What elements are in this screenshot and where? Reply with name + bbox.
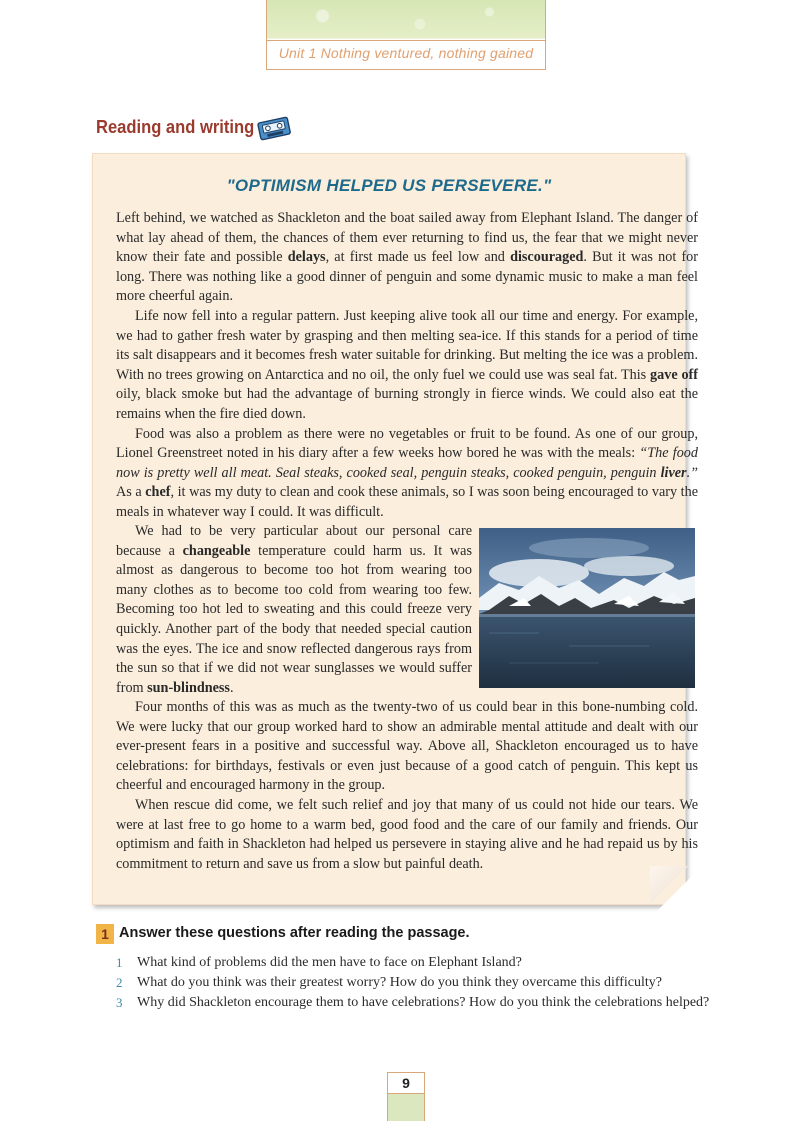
question-text: What kind of problems did the men have to face on Elephant Island? bbox=[137, 955, 522, 970]
question-item bbox=[116, 973, 726, 993]
vocab-delays: delays bbox=[287, 249, 326, 266]
question-number: 2 bbox=[116, 975, 123, 990]
cassette-icon[interactable] bbox=[256, 113, 292, 143]
question-number: 1 bbox=[116, 955, 123, 970]
paragraph-5: Four months of this was as much as the twenty-two of us could bear in this bone-numbing cold. We were lucky that our group worked hard to show an admirable mental attitude and dealt with our ever-present fears in a positive and successful way. Above all, Shackleton encouraged us to have celebrations: for birthdays, festivals or even just because of a good catch of penguin. This kept us cheerful and encouraged harmony in the group. bbox=[116, 699, 698, 794]
paragraph-4: We had to be very particular about our personal care because a changeable temperature could harm us. It was almost as dangerous to become too hot from wearing too many clothes as to become too cold from wearing too few. Becoming too hot led to sweating and this could freeze very quickly. Another part of the body that needed special caution was the eyes. The ice and snow reflected dangerous rays from the sun so that if we did not wear sunglasses we would suffer from sun-blindness. bbox=[116, 523, 472, 696]
exercise-title: Answer these questions after reading the passage. bbox=[119, 925, 470, 941]
question-item bbox=[116, 953, 726, 973]
passage-title: "OPTIMISM HELPED US PERSEVERE." bbox=[226, 176, 552, 195]
antarctica-photo bbox=[479, 528, 695, 688]
section-title: Reading and writing bbox=[96, 117, 255, 137]
vocab-changeable: changeable bbox=[182, 542, 251, 559]
unit-label: Unit 1 Nothing ventured, nothing gained bbox=[278, 45, 534, 61]
passage-text-middle bbox=[116, 522, 472, 698]
paragraph-2: Life now fell into a regular pattern. Just keeping alive took all our time and energy. For example, we had to gather fresh water by grasping and then melting sea-ice. If this stands for a period of time its salt disappears and it becomes fresh water suitable for drinking. But melting the ice was a problem. With no trees growing on Antarctica and no oil, the only fuel we could use was seal fat. This gave off oily, black smoke but had the advantage of burning strongly in fierce winds. We could also eat the remains when the fire died down. bbox=[116, 307, 699, 422]
question-item bbox=[116, 993, 718, 1013]
vocab-chef: chef bbox=[145, 484, 171, 501]
paragraph-6: When rescue did come, we felt such relief and joy that many of us could not hide our tears. We were at last free to go home to a warm bed, good food and the care of our family and friends. Our optimism and faith in Shackleton had helped us persevere in staying alive and he had repaid us by his commitment to return and save us from a slow but painful death. bbox=[116, 796, 698, 872]
page-number: 9 bbox=[402, 1075, 410, 1091]
paragraph-1: Left behind, we watched as Shackleton and the boat sailed away from Elephant Island. The danger of what lay ahead of them, the chances of them ever returning to find us, the fear that we might never know their fate and possible delays, at first made us feel low and discouraged. But it was not for long. There was nothing like a good dinner of penguin and some dynamic music to make a man feel more cheerful again. bbox=[116, 210, 698, 305]
page-number-box bbox=[387, 1072, 425, 1121]
paragraph-3: Food was also a problem as there were no vegetables or fruit to be found. As one of our group, Lionel Greenstreet noted in his diary after a few weeks how bored he was with the meals: “The food now is pretty well all meat. Seal steaks, cooked seal, penguin steaks, cooked penguin, penguin liver.” As a chef, it was my duty to clean and cook these animals, so I was soon being encouraged to vary the meals in whatever way I could. It was difficult. bbox=[116, 425, 698, 520]
passage-text-bottom bbox=[116, 698, 698, 874]
vocab-discouraged: discouraged bbox=[510, 249, 584, 266]
vocab-liver: liver bbox=[660, 464, 687, 481]
question-text: What do you think was their greatest worry? How do you think they overcame this difficulty? bbox=[137, 975, 662, 990]
header-divider bbox=[267, 40, 545, 41]
question-number: 3 bbox=[116, 995, 123, 1010]
question-list bbox=[116, 953, 726, 1013]
question-text: Why did Shackleton encourage them to have celebrations? How do you think the celebrations helped? bbox=[137, 995, 710, 1010]
passage-text-top bbox=[116, 209, 698, 523]
unit-header bbox=[266, 0, 546, 70]
vocab-gave-off: gave off bbox=[650, 366, 699, 383]
vocab-sun-blindness: sun-blindness bbox=[147, 679, 230, 696]
exercise-number-badge: 1 bbox=[96, 924, 114, 944]
header-texture bbox=[267, 0, 545, 40]
